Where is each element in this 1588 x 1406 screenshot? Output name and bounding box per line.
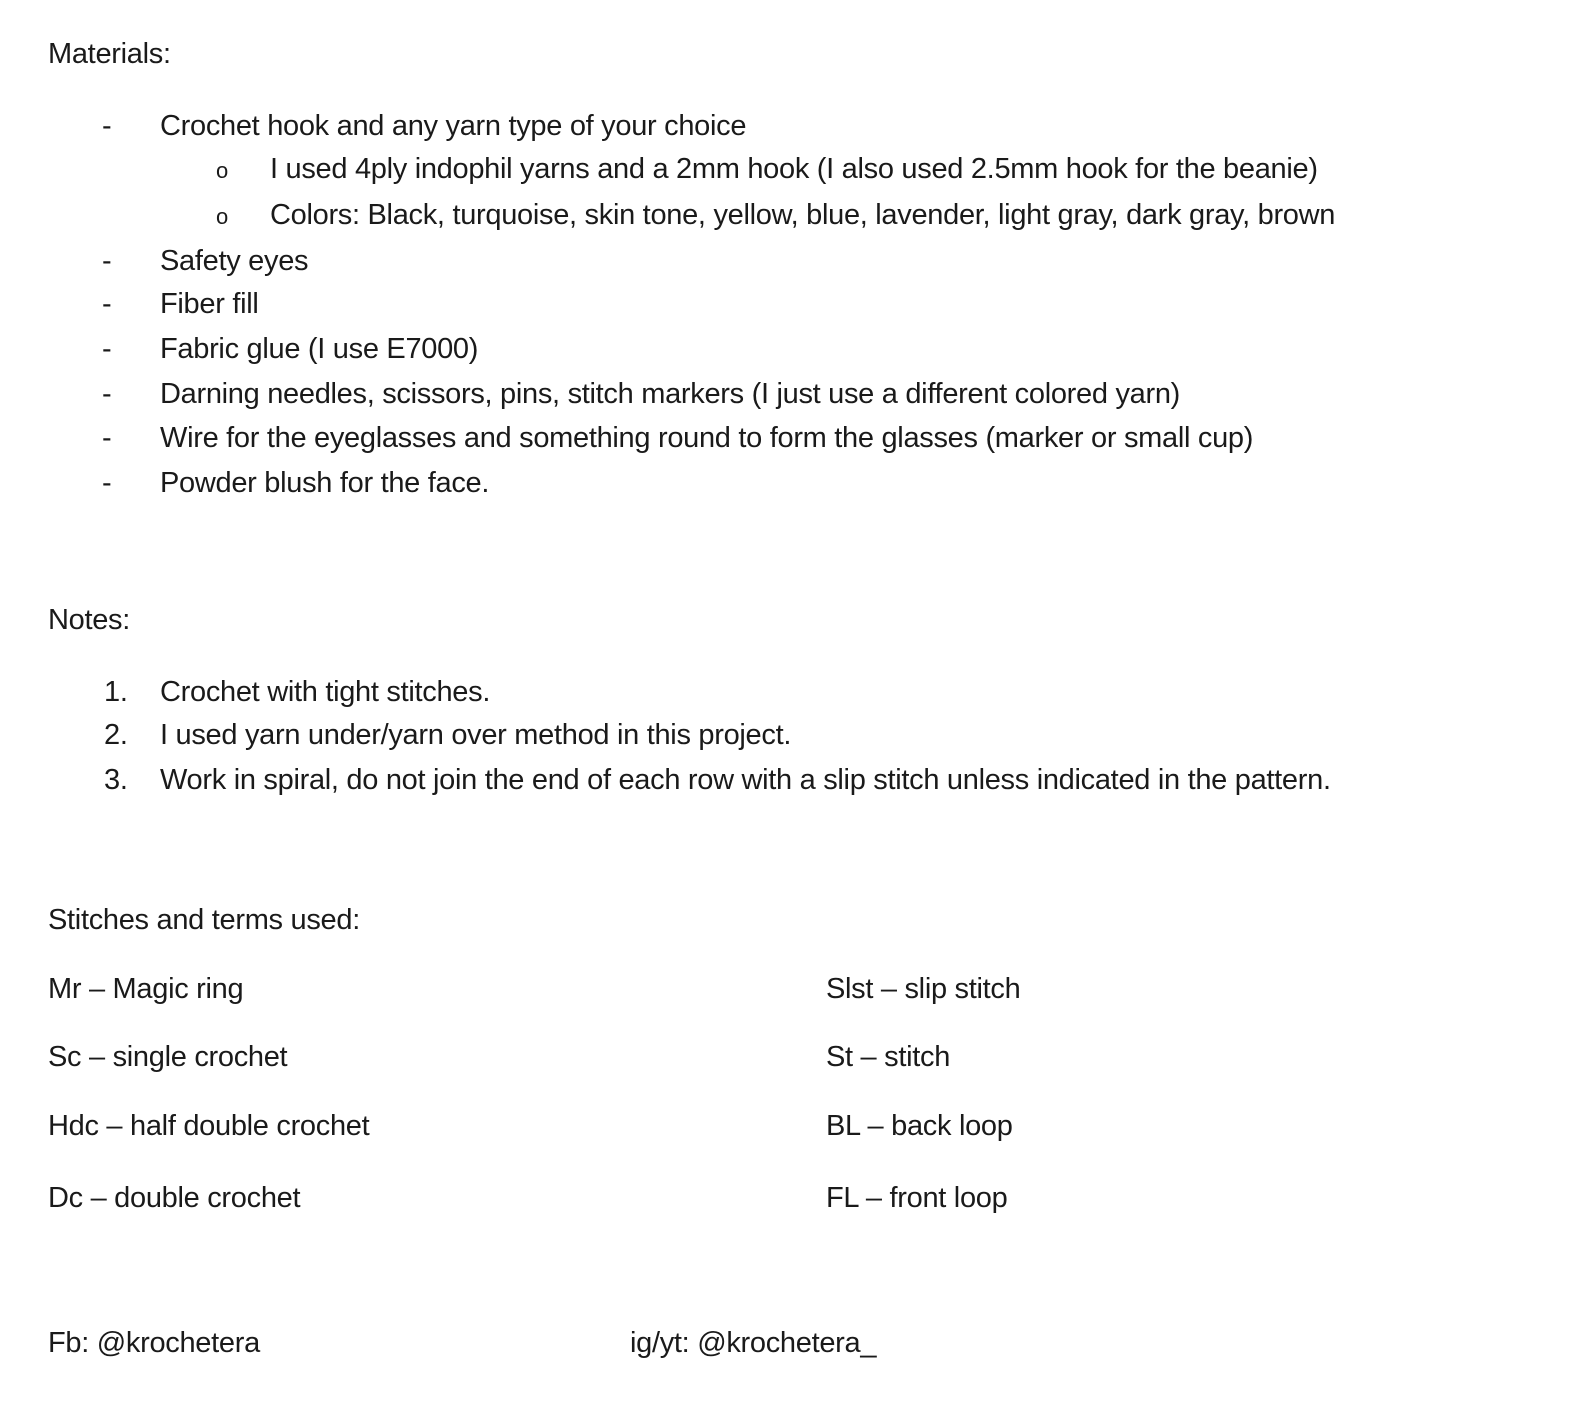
stitch-term: Slst – slip stitch	[826, 973, 1021, 1005]
sub-list-bullet: o	[216, 204, 228, 229]
sub-list-bullet: o	[216, 158, 228, 183]
stitches-heading: Stitches and terms used:	[48, 904, 360, 936]
note-item: Crochet with tight stitches.	[160, 676, 491, 708]
material-item: Powder blush for the face.	[160, 467, 490, 499]
material-item: Crochet hook and any yarn type of your choice	[160, 110, 747, 142]
notes-heading: Notes:	[48, 604, 131, 636]
note-number: 2.	[104, 719, 128, 751]
instagram-youtube-handle: ig/yt: @krochetera_	[630, 1327, 877, 1359]
stitch-term: St – stitch	[826, 1041, 951, 1073]
facebook-handle: Fb: @krochetera	[48, 1327, 260, 1359]
material-item: Safety eyes	[160, 245, 309, 277]
material-item: Darning needles, scissors, pins, stitch markers (I just use a different colored yarn)	[160, 378, 1181, 410]
list-bullet: -	[102, 333, 112, 365]
material-subitem: I used 4ply indophil yarns and a 2mm hook (I also used 2.5mm hook for the beanie)	[270, 153, 1318, 185]
stitch-term: FL – front loop	[826, 1182, 1008, 1214]
note-number: 3.	[104, 764, 128, 796]
list-bullet: -	[102, 378, 112, 410]
note-item: I used yarn under/yarn over method in this project.	[160, 719, 792, 751]
stitch-term: Hdc – half double crochet	[48, 1110, 370, 1142]
stitch-term: Dc – double crochet	[48, 1182, 301, 1214]
list-bullet: -	[102, 467, 112, 499]
list-bullet: -	[102, 110, 112, 142]
list-bullet: -	[102, 288, 112, 320]
material-item: Fabric glue (I use E7000)	[160, 333, 479, 365]
material-subitem: Colors: Black, turquoise, skin tone, yellow, blue, lavender, light gray, dark gray, brown	[270, 199, 1336, 231]
list-bullet: -	[102, 422, 112, 454]
material-item: Fiber fill	[160, 288, 259, 320]
note-number: 1.	[104, 676, 128, 708]
material-item: Wire for the eyeglasses and something round to form the glasses (marker or small cup)	[160, 422, 1254, 454]
stitch-term: Sc – single crochet	[48, 1041, 288, 1073]
materials-heading: Materials:	[48, 38, 171, 70]
list-bullet: -	[102, 245, 112, 277]
stitch-term: BL – back loop	[826, 1110, 1013, 1142]
note-item: Work in spiral, do not join the end of each row with a slip stitch unless indicated in the pattern.	[160, 764, 1331, 796]
stitch-term: Mr – Magic ring	[48, 973, 244, 1005]
